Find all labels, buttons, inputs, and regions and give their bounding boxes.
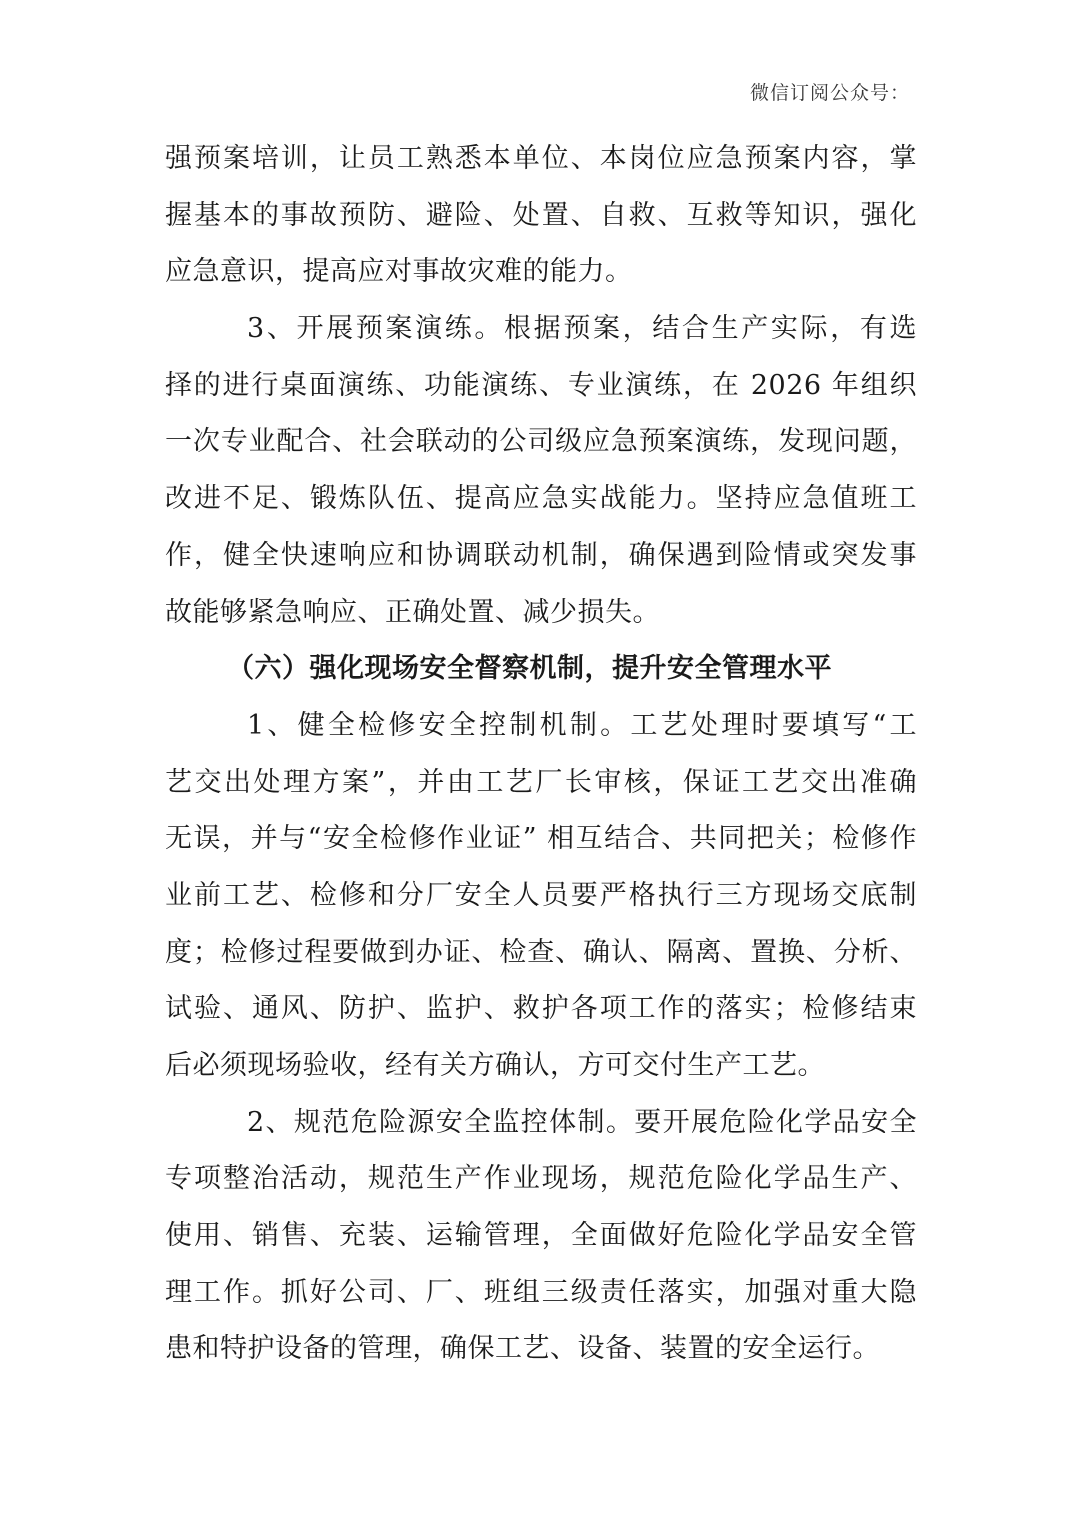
body-line: 试验、通风、防护、监护、救护各项工作的落实；检修结束: [165, 993, 917, 1025]
body-line: 理工作。抓好公司、厂、班组三级责任落实，加强对重大隐: [165, 1276, 917, 1308]
body-line: 改进不足、锻炼队伍、提高应急实战能力。坚持应急值班工: [165, 483, 917, 515]
body-line: 度；检修过程要做到办证、检查、确认、隔离、置换、分析、: [165, 936, 917, 968]
body-line: 使用、销售、充装、运输管理，全面做好危险化学品安全管: [165, 1220, 917, 1252]
body-line: 择的进行桌面演练、功能演练、专业演练，在 2026 年组织: [165, 369, 917, 401]
section-heading: （六）强化现场安全督察机制，提升安全管理水平: [227, 653, 832, 685]
body-line: 后必须现场验收，经有关方确认，方可交付生产工艺。: [165, 1050, 825, 1081]
body-line: 无误，并与“安全检修作业证” 相互结合、共同把关；检修作: [165, 823, 917, 855]
body-line: 作，健全快速响应和协调联动机制，确保遇到险情或突发事: [165, 539, 917, 571]
body-line: 专项整治活动，规范生产作业现场，规范危险化学品生产、: [165, 1163, 917, 1195]
body-line: 应急意识，提高应对事故灾难的能力。: [165, 256, 633, 288]
body-line: 艺交出处理方案”，并由工艺厂长审核，保证工艺交出准确: [165, 766, 917, 798]
body-line: 故能够紧急响应、正确处置、减少损失。: [165, 596, 660, 628]
body-line: 1、健全检修安全控制机制。工艺处理时要填写“工: [247, 709, 917, 741]
page-header-wechat: 微信订阅公众号：: [749, 82, 910, 104]
body-line: 一次专业配合、社会联动的公司级应急预案演练，发现问题，: [165, 426, 917, 458]
body-line: 握基本的事故预防、避险、处置、自救、互救等知识，强化: [165, 199, 917, 231]
body-line: 3、开展预案演练。根据预案，结合生产实际，有选: [247, 313, 917, 345]
document-body: [165, 131, 917, 1378]
body-line: 2、规范危险源安全监控体制。要开展危险化学品安全: [247, 1106, 917, 1138]
body-line: 患和特护设备的管理，确保工艺、设备、装置的安全运行。: [165, 1333, 880, 1365]
body-line: 业前工艺、检修和分厂安全人员要严格执行三方现场交底制: [165, 879, 917, 911]
body-line: 强预案培训，让员工熟悉本单位、本岗位应急预案内容，掌: [165, 143, 917, 174]
